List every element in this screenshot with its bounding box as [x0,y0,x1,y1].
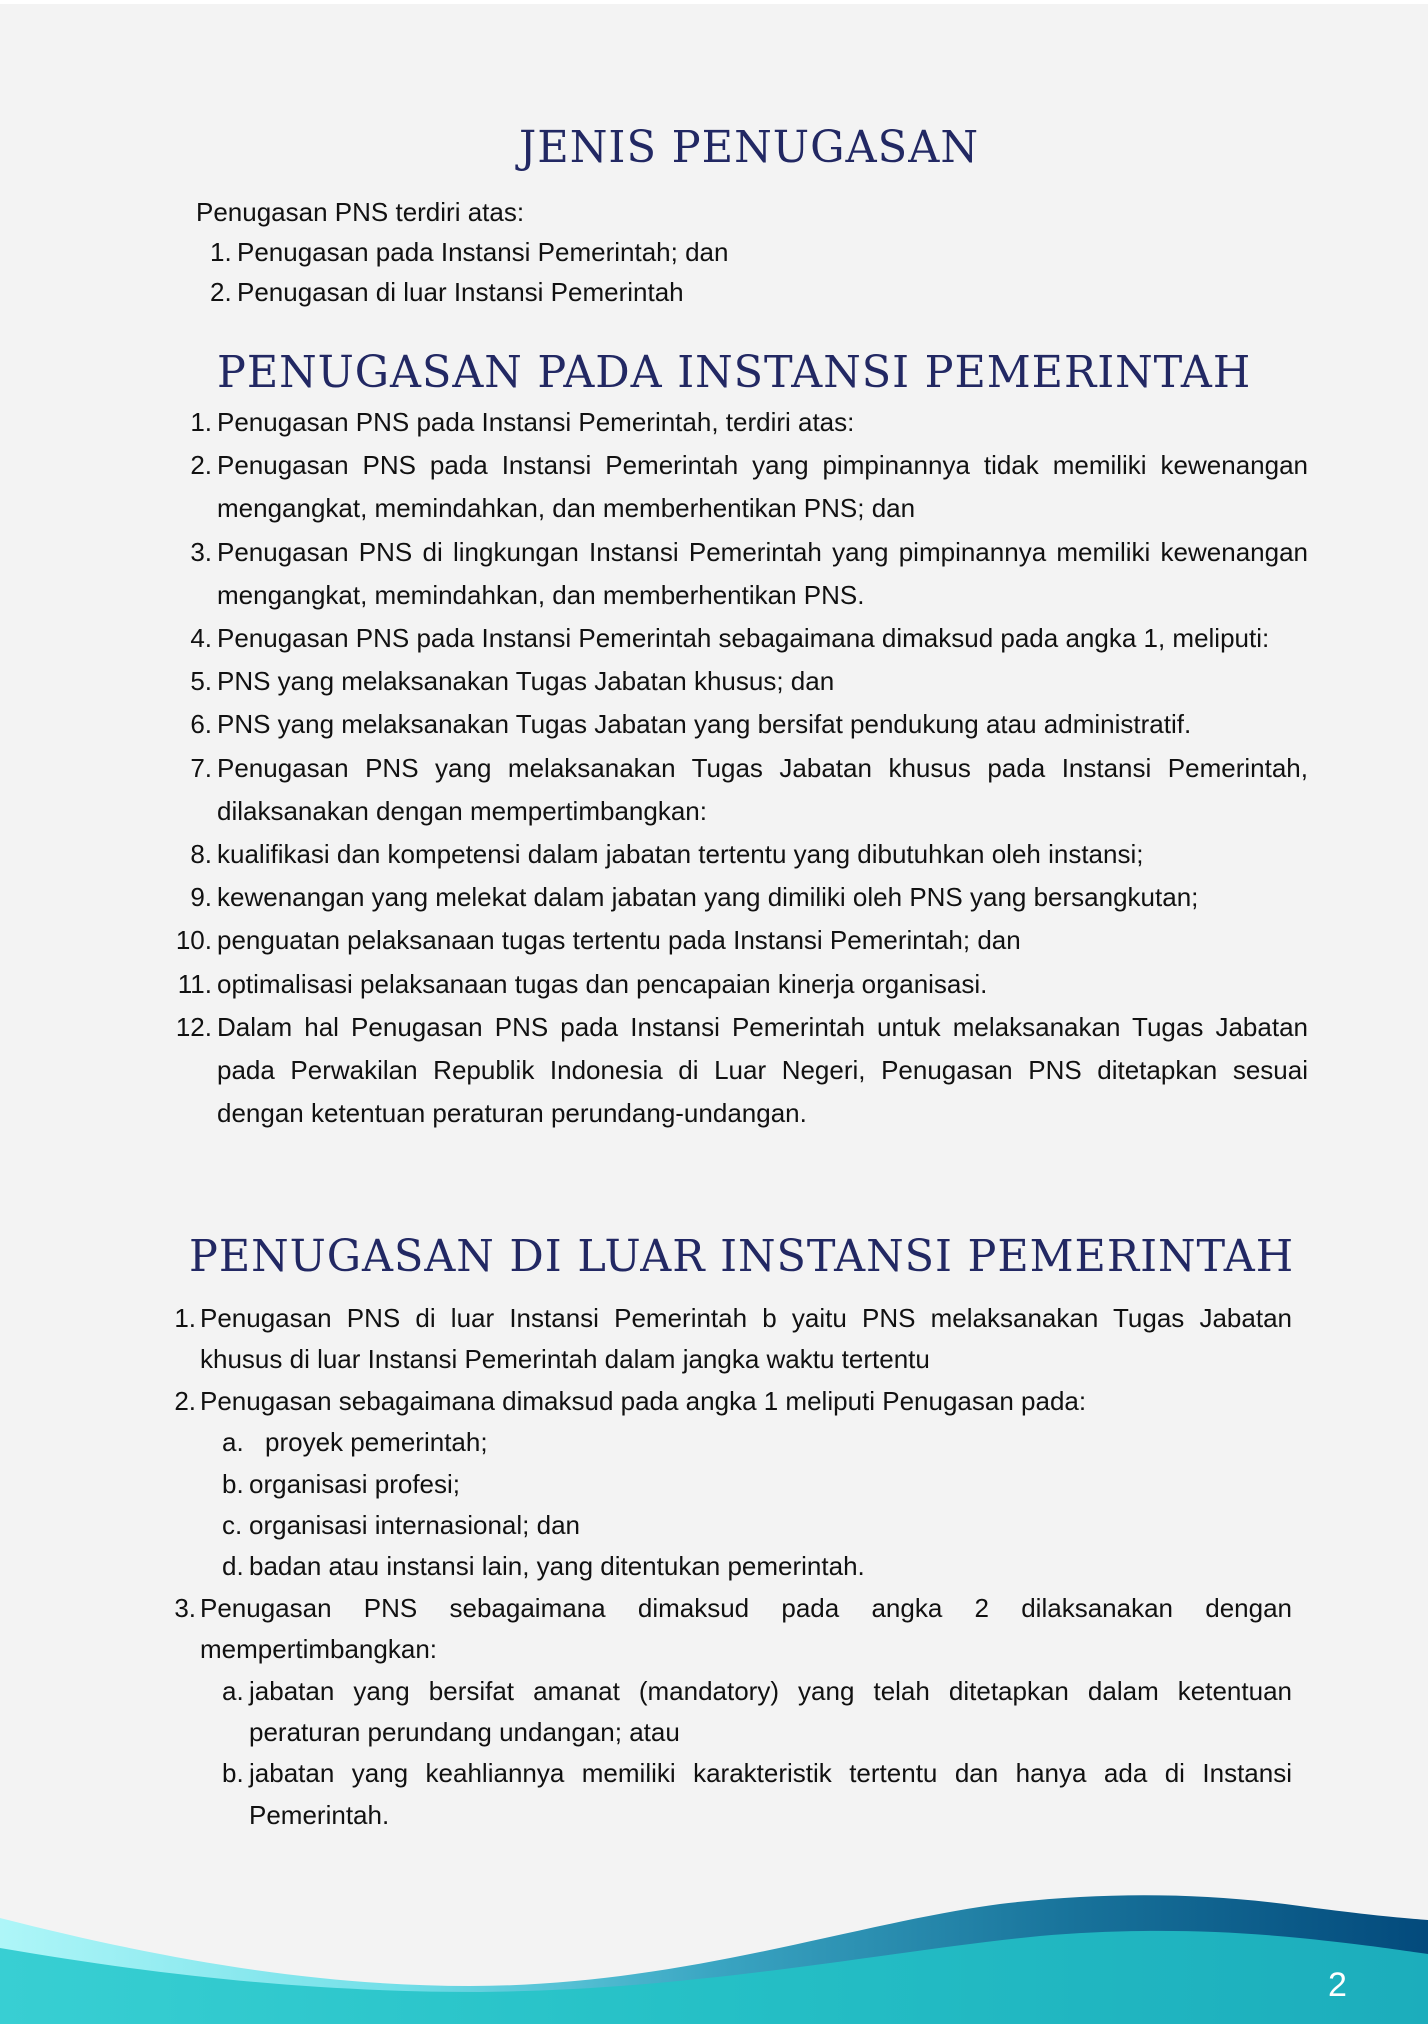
sub-list-text: jabatan yang bersifat amanat (mandatory) yang telah ditetapkan dalam ketentuan peraturan perundang undangan; atau [249,1675,1292,1748]
heading-penugasan-pada-instansi: PENUGASAN PADA INSTANSI PEMERINTAH [217,347,1252,398]
sub-list-letter: b. [222,1758,244,1789]
sub-list-letter: d. [222,1551,244,1582]
sub-list-letter: a. [222,1427,244,1458]
list-number: 1. [174,1303,196,1333]
list-number: 11. [177,968,212,999]
list-number: 1. [190,407,212,437]
list-number: 8. [190,839,212,870]
intro-text: Penugasan PNS terdiri atas: [196,197,525,227]
list-text: penguatan pelaksanaan tugas tertentu pada Instansi Pemerintah; dan [217,925,1021,956]
list-text: Penugasan sebagaimana dimaksud pada angka 1 meliputi Penugasan pada: [200,1385,1087,1416]
list-number: 7. [190,752,212,783]
list-text: PNS yang melaksanakan Tugas Jabatan yang bersifat pendukung atau administratif. [217,709,1192,740]
sub-list-text: organisasi profesi; [249,1468,460,1499]
list-text: Penugasan PNS sebagaimana dimaksud pada angka 2 dilaksanakan dengan mempertimbangkan: [200,1592,1292,1665]
list-number: 5. [190,666,212,697]
heading-penugasan-di-luar-instansi: PENUGASAN DI LUAR INSTANSI PEMERINTAH [189,1231,1295,1282]
list-number: 1. [210,237,232,267]
list-number: 9. [190,882,212,913]
list-text: Penugasan PNS pada Instansi Pemerintah yang pimpinannya tidak memiliki kewenangan mengangkat, memindahkan, dan memberhentikan PNS; dan [217,450,1308,524]
list-text: Penugasan pada Instansi Pemerintah; dan [237,237,729,267]
list-number: 6. [190,709,212,740]
list-text: PNS yang melaksanakan Tugas Jabatan khusus; dan [217,666,835,697]
list-number: 2. [174,1385,196,1416]
list-text: kualifikasi dan kompetensi dalam jabatan tertentu yang dibutuhkan oleh instansi; [217,839,1144,870]
decorative-wave [0,4,1428,2024]
sub-list-text: proyek pemerintah; [265,1427,488,1458]
list-number: 10. [175,925,212,956]
sub-list-letter: b. [222,1468,244,1499]
list-text: Penugasan PNS di luar Instansi Pemerintah b yaitu PNS melaksanakan Tugas Jabatan khusus di luar Instansi Pemerintah dalam jangka waktu tertentu [200,1303,1292,1375]
page-number: 2 [1328,1966,1347,2004]
list-text: Penugasan PNS yang melaksanakan Tugas Jabatan khusus pada Instansi Pemerintah, dilaksanakan dengan mempertimbangkan: [217,752,1308,826]
sub-list-letter: a. [222,1675,244,1706]
list-text: Penugasan PNS pada Instansi Pemerintah, terdiri atas: [217,407,855,437]
list-text: Penugasan PNS pada Instansi Pemerintah sebagaimana dimaksud pada angka 1, meliputi: [217,623,1270,654]
list-number: 3. [190,536,212,567]
list-number: 12. [175,1011,212,1042]
list-text: Dalam hal Penugasan PNS pada Instansi Pemerintah untuk melaksanakan Tugas Jabatan pada Perwakilan Republik Indonesia di Luar Negeri, Penugasan PNS ditetapkan sesuai dengan ketentuan peraturan perundang-undangan. [217,1011,1308,1129]
list-number: 2. [190,450,212,481]
sub-list-text: badan atau instansi lain, yang ditentukan pemerintah. [249,1551,865,1582]
sub-list-letter: c. [222,1510,243,1541]
document-page [0,4,1428,2024]
list-text: Penugasan PNS di lingkungan Instansi Pemerintah yang pimpinannya memiliki kewenangan mengangkat, memindahkan, dan memberhentikan PNS. [217,536,1308,610]
list-text: Penugasan di luar Instansi Pemerintah [237,277,684,307]
sub-list-text: jabatan yang keahliannya memiliki karakteristik tertentu dan hanya ada di Instansi Pemerintah. [249,1758,1292,1830]
list-number: 4. [190,623,212,654]
heading-jenis-penugasan: JENIS PENUGASAN [519,122,980,173]
list-text: optimalisasi pelaksanaan tugas dan pencapaian kinerja organisasi. [217,968,988,999]
list-number: 2. [210,277,232,307]
list-number: 3. [174,1592,196,1623]
sub-list-text: organisasi internasional; dan [249,1510,580,1541]
list-text: kewenangan yang melekat dalam jabatan yang dimiliki oleh PNS yang bersangkutan; [217,882,1199,913]
